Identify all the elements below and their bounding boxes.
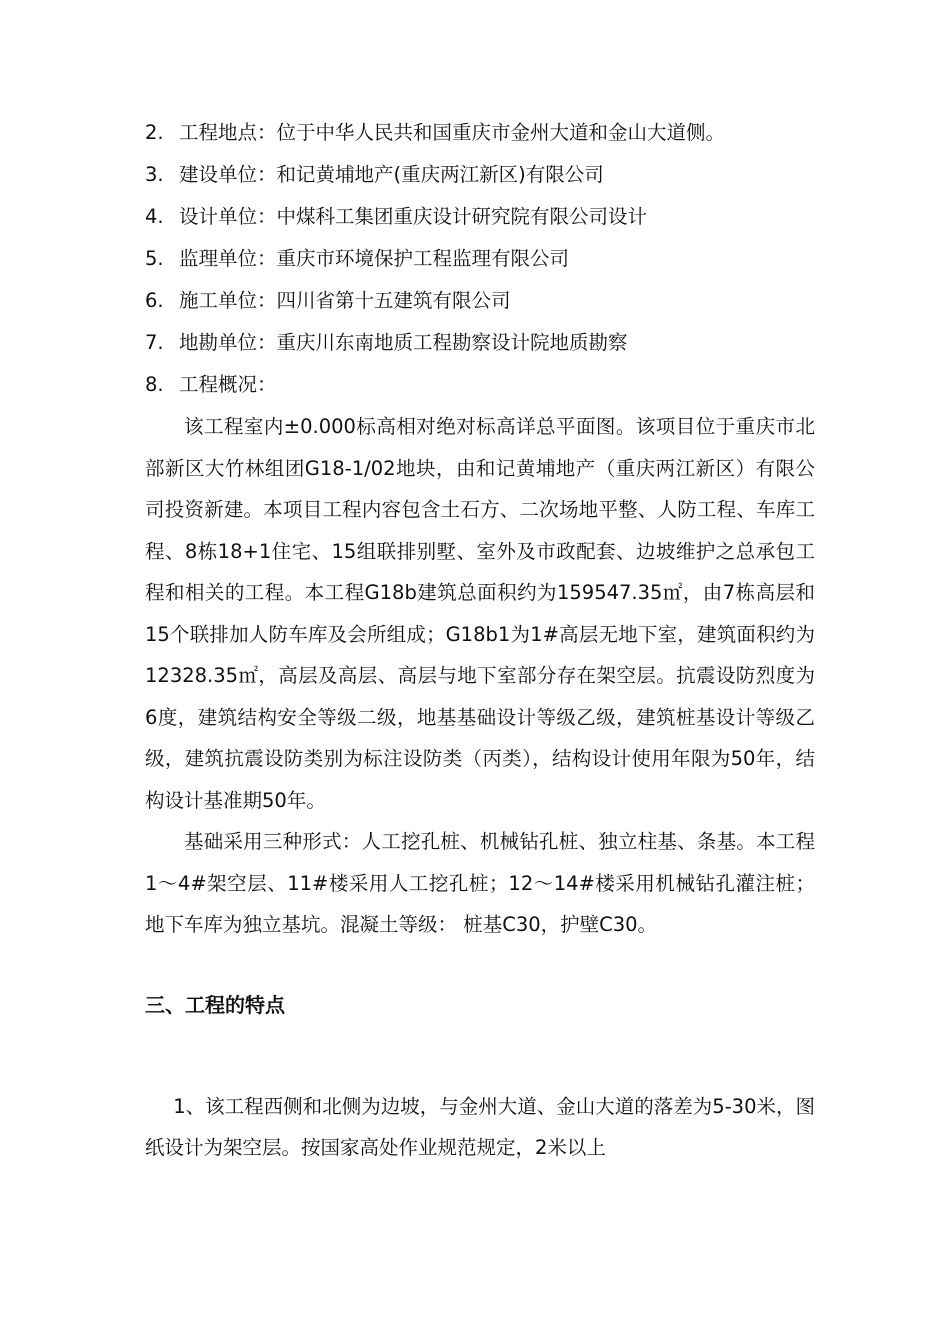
section-heading: 三、工程的特点 (145, 992, 285, 1017)
list-text: 监理单位：重庆市环境保护工程监理有限公司 (179, 247, 570, 270)
overview-paragraph: 该工程室内±0.000标高相对绝对标高详总平面图。该项目位于重庆市北部新区大竹林组团G18-1/02地块，由和记黄埔地产（重庆两江新区）有限公司投资新建。本项目工程内容包含土石方、二次场地平整、人防工程、车库工程、8栋18+1住宅、15组联排别墅、室外及市政配套、边坡维护之总承包工程和相关的工程。本工程G18b建筑总面积约为159547.35㎡，由7栋高层和15个联排加人防车库及会所组成；G18b1为1#高层无地下室，建筑面积约为12328.35㎡，高层及高层、高层与地下室部分存在架空层。抗震设防烈度为6度，建筑结构安全等级二级，地基基础设计等级乙级，建筑桩基设计等级乙级，建筑抗震设防类别为标注设防类（丙类），结构设计使用年限为50年，结构设计基准期50年。 (145, 415, 815, 812)
list-item-contractor (145, 280, 815, 322)
feature-paragraph: 1、该工程西侧和北侧为边坡，与金州大道、金山大道的落差为5-30米，图纸设计为架空层。按国家高处作业规范规定，2米以上 (145, 1094, 815, 1159)
list-number: 2. (145, 121, 164, 144)
list-number: 3. (145, 163, 164, 186)
list-text: 建设单位：和记黄埔地产(重庆两江新区)有限公司 (179, 163, 604, 186)
list-item-designer (145, 196, 815, 238)
list-number: 5. (145, 247, 164, 270)
list-text: 工程概况： (179, 373, 277, 396)
list-number: 6. (145, 289, 164, 312)
list-item-supervisor (145, 238, 815, 280)
list-number: 7. (145, 331, 164, 354)
document-content (145, 112, 815, 1169)
foundation-paragraph: 基础采用三种形式：人工挖孔桩、机械钻孔桩、独立柱基、条基。本工程1～4#架空层、11#楼采用人工挖孔桩；12～14#楼采用机械钻孔灌注桩；地下车库为独立基坑。混凝土等级： 桩基C30，护壁C30。 (145, 830, 815, 936)
list-text: 施工单位：四川省第十五建筑有限公司 (179, 289, 511, 312)
list-text: 工程地点：位于中华人民共和国重庆市金州大道和金山大道侧。 (179, 121, 726, 144)
list-text: 设计单位：中煤科工集团重庆设计研究院有限公司设计 (179, 205, 648, 228)
list-item-survey (145, 322, 815, 364)
list-item-location (145, 112, 815, 154)
list-item-owner (145, 154, 815, 196)
list-item-overview (145, 364, 815, 406)
list-number: 8. (145, 373, 164, 396)
list-number: 4. (145, 205, 164, 228)
list-text: 地勘单位：重庆川东南地质工程勘察设计院地质勘察 (179, 331, 628, 354)
